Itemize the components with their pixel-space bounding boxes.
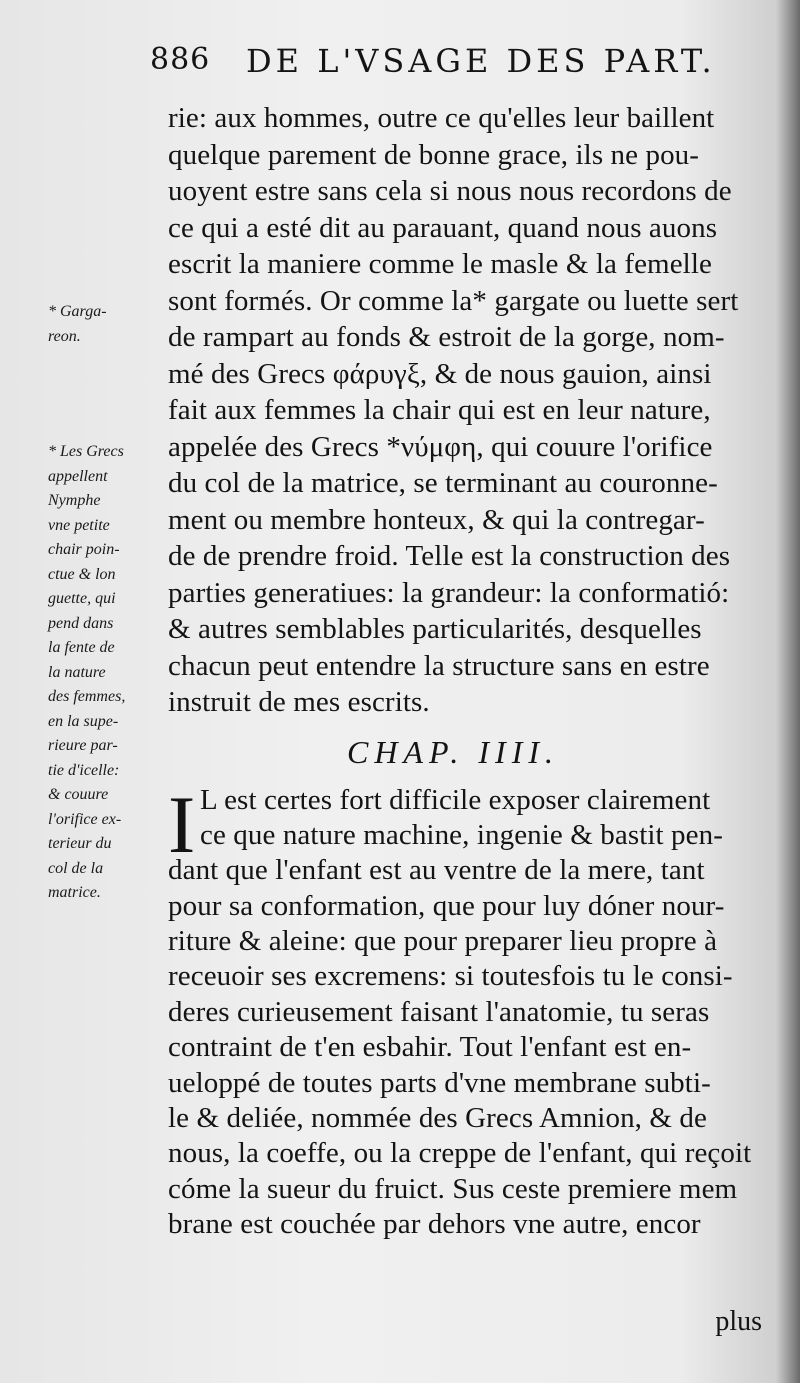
- margin-note-line: * Les Grecs: [48, 443, 124, 460]
- paragraph-2: [168, 778, 768, 1243]
- text-line: appelée des Grecs *νύμφη, qui couure l'orifice: [168, 430, 713, 463]
- text-line: cóme la sueur du fruict. Sus ceste premiere mem: [168, 1172, 738, 1205]
- margin-note-line: rieure par-: [48, 737, 118, 754]
- text-line: de rampart au fonds & estroit de la gorge, nom-: [168, 321, 725, 353]
- text-line: ce qui a esté dit au parauant, quand nous auons: [168, 211, 718, 244]
- margin-note-line: vne petite: [48, 516, 110, 534]
- text-line: brane est couchée par dehors vne autre, encor: [168, 1208, 701, 1241]
- margin-note-line: la nature: [48, 663, 106, 681]
- margin-note-line: reon.: [48, 327, 81, 345]
- margin-note-line: guette, qui: [48, 590, 116, 607]
- text-line: quelque parement de bonne grace, ils ne pou-: [168, 138, 700, 171]
- text-line: L est certes fort difficile exposer clairement: [200, 783, 711, 816]
- margin-note-line: appellent: [48, 467, 108, 485]
- margin-note-line: pend dans: [48, 614, 114, 632]
- running-title: DE L'VSAGE DES PART.: [246, 42, 716, 80]
- margin-note-line: l'orifice ex-: [48, 810, 122, 828]
- text-line: parties generatiues: la grandeur: la conformatió:: [168, 576, 730, 609]
- text-line: de de prendre froid. Telle est la construction des: [168, 540, 731, 572]
- text-line: riture & aleine: que pour preparer lieu propre à: [168, 925, 718, 958]
- text-line: nous, la coeffe, ou la creppe de l'enfant, qui reçoit: [168, 1137, 752, 1170]
- text-line: dant que l'enfant est au ventre de la mere, tant: [168, 854, 705, 887]
- margin-note-nymphe: [48, 440, 168, 906]
- text-line: fait aux femmes la chair qui est en leur nature,: [168, 394, 711, 426]
- margin-note-line: ctue & lon: [48, 565, 116, 583]
- page-number: 886: [150, 42, 211, 77]
- text-line: du col de la matrice, se terminant au couronne-: [168, 467, 718, 499]
- margin-note-line: terieur du: [48, 835, 112, 852]
- text-line: instruit de mes escrits.: [168, 686, 430, 718]
- text-line: receuoir ses excremens: si toutesfois tu le consi-: [168, 960, 733, 993]
- text-line: chacun peut entendre la structure sans en estre: [168, 649, 710, 682]
- text-line: ueloppé de toutes parts d'vne membrane subti-: [168, 1066, 711, 1099]
- text-line: ment ou membre honteux, & qui la contregar-: [168, 503, 705, 536]
- margin-note-line: col de la: [48, 859, 104, 877]
- text-line: escrit la maniere comme le masle & la femelle: [168, 248, 712, 280]
- text-line: uoyent estre sans cela si nous nous recordons de: [168, 175, 732, 207]
- catchword: plus: [715, 1306, 762, 1337]
- text-line: & autres semblables particularités, desquelles: [168, 613, 702, 645]
- margin-note-line: * Garga-: [48, 303, 107, 320]
- paragraph-1: [168, 100, 768, 721]
- margin-note-line: & couure: [48, 786, 109, 803]
- margin-note-line: la fente de: [48, 639, 115, 656]
- text-line: ce que nature machine, ingenie & bastit pen-: [200, 818, 723, 851]
- text-line: rie: aux hommes, outre ce qu'elles leur baillent: [168, 102, 715, 134]
- margin-note-line: en la supe-: [48, 712, 119, 730]
- page-header: [150, 42, 770, 92]
- margin-note-line: des femmes,: [48, 688, 126, 705]
- margin-note-gargareon: [48, 300, 168, 349]
- margin-note-line: Nymphe: [48, 492, 101, 509]
- text-line: pour sa conformation, que pour luy dóner nour-: [168, 889, 725, 922]
- margin-note-line: matrice.: [48, 884, 101, 901]
- margin-note-line: tie d'icelle:: [48, 761, 120, 779]
- text-line: sont formés. Or comme la* gargate ou luette sert: [168, 284, 739, 317]
- drop-cap: I: [168, 778, 196, 870]
- text-line: le & deliée, nommée des Grecs Amnion, & de: [168, 1102, 707, 1135]
- text-line: deres curieusement faisant l'anatomie, tu seras: [168, 995, 710, 1028]
- main-text: [168, 100, 768, 1243]
- margin-note-line: chair poin-: [48, 541, 120, 558]
- chapter-title: CHAP. IIII.: [346, 733, 560, 770]
- text-line: mé des Grecs φάρυγξ, & de nous gauion, ainsi: [168, 357, 712, 390]
- text-line: contraint de t'en esbahir. Tout l'enfant est en-: [168, 1031, 692, 1064]
